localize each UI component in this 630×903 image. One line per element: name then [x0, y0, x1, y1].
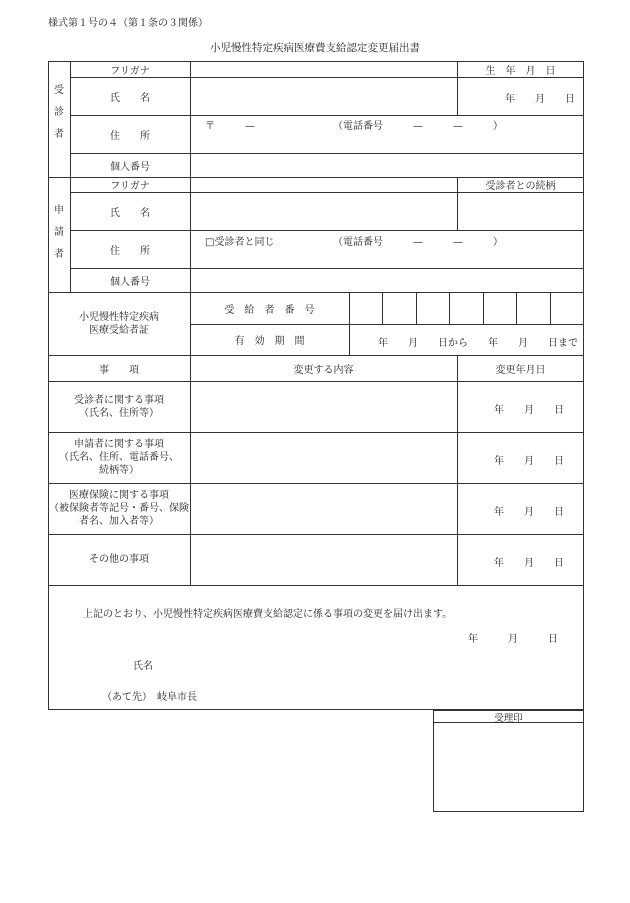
- patient-id-input[interactable]: [191, 154, 583, 176]
- applicant-phone[interactable]: （電話番号 — — ）: [333, 237, 503, 248]
- birth-date-header: 生 年 月 日: [485, 65, 556, 77]
- content-header: 変更する内容: [293, 364, 354, 376]
- patient-id-label: 個人番号: [110, 161, 150, 173]
- applicant-id-input[interactable]: [191, 269, 583, 291]
- change-row-insurance-content[interactable]: [191, 484, 456, 533]
- item-header: 事 項: [99, 364, 139, 376]
- change-row-insurance-label: 医療保険に関する事項 （被保険者等記号・番号、保険 者名、加入者等）: [49, 490, 189, 527]
- change-row-patient-content[interactable]: [191, 382, 456, 431]
- applicant-name-label: 氏 名: [110, 207, 150, 219]
- patient-section-label: 受 診 者: [54, 85, 64, 140]
- certificate-label: 小児慢性特定疾病 医療受給者証: [79, 312, 159, 336]
- change-row-other-content[interactable]: [191, 535, 456, 584]
- declaration-statement: 上記のとおり、小児慢性特定疾病医療費支給認定に係る事項の変更を届け出ます。: [83, 609, 453, 620]
- applicant-name-input[interactable]: [191, 193, 456, 229]
- same-as-patient-checkbox[interactable]: □受診者と同じ: [205, 237, 275, 248]
- birth-date-field[interactable]: 年 月 日: [505, 94, 575, 105]
- addressee: （あて先） 岐阜市長: [102, 692, 197, 703]
- patient-furigana-label: フリガナ: [110, 65, 150, 77]
- change-row-patient-date[interactable]: 年 月 日: [494, 405, 564, 416]
- applicant-section-label: 申 請 者: [54, 205, 64, 260]
- validity-period-label: 有 効 期 間: [234, 336, 305, 347]
- reception-stamp-box: [433, 710, 584, 812]
- patient-name-input[interactable]: [191, 78, 456, 114]
- patient-name-label: 氏 名: [110, 92, 150, 104]
- page-title: 小児慢性特定疾病医療費支給認定変更届出書: [210, 42, 420, 54]
- relation-input[interactable]: [458, 193, 583, 229]
- patient-furigana-input[interactable]: [191, 62, 456, 76]
- change-row-applicant-content[interactable]: [191, 433, 456, 482]
- change-row-applicant-date[interactable]: 年 月 日: [494, 456, 564, 467]
- form-number: 様式第１号の４（第１条の３関係）: [48, 18, 208, 29]
- change-row-other-label: その他の事項: [89, 554, 149, 565]
- change-row-insurance-date[interactable]: 年 月 日: [494, 507, 564, 518]
- declaration-date[interactable]: 年 月 日: [468, 634, 558, 645]
- patient-address-label: 住 所: [110, 130, 150, 142]
- patient-postal-code[interactable]: 〒 —: [205, 121, 255, 132]
- relation-header: 受診者との続柄: [485, 181, 556, 192]
- change-date-header: 変更年月日: [495, 364, 546, 376]
- declaration-name-input[interactable]: [160, 652, 460, 672]
- applicant-furigana-label: フリガナ: [110, 181, 150, 192]
- declaration-name-label: 氏名: [133, 661, 153, 672]
- change-row-other-date[interactable]: 年 月 日: [494, 558, 564, 569]
- applicant-address-label: 住 所: [110, 245, 150, 257]
- change-row-applicant-label: 申請者に関する事項 （氏名、住所、電話番号、 続柄等）: [59, 439, 179, 476]
- recipient-number-label: 受 給 者 番 号: [224, 304, 315, 316]
- patient-phone[interactable]: （電話番号 — — ）: [333, 121, 503, 132]
- applicant-id-label: 個人番号: [110, 276, 150, 288]
- change-row-patient-label: 受診者に関する事項 （氏名、住所等）: [74, 394, 164, 419]
- validity-period-field[interactable]: 年 月 日から 年 月 日まで: [378, 338, 578, 349]
- reception-stamp-label: 受理印: [494, 712, 523, 724]
